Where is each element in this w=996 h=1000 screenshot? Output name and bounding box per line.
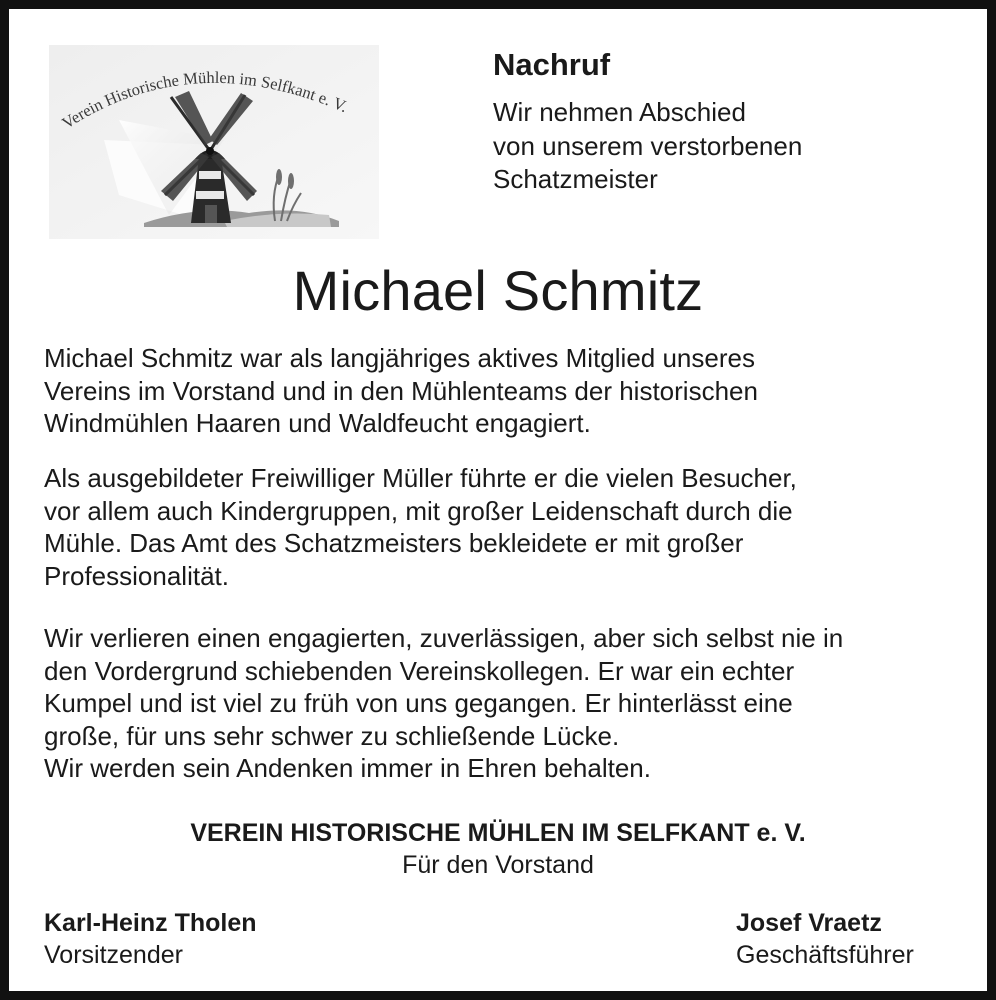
text-line: Wir verlieren einen engagierten, zuverlässigen, aber sich selbst nie in [44,623,844,653]
organization-subtitle: Für den Vorstand [402,851,594,879]
header-line: Schatzmeister [493,164,658,194]
paragraph-miller [44,462,964,592]
association-logo [49,45,379,239]
paragraph-tribute [44,622,964,785]
windmill-icon [49,45,379,239]
deceased-name: Michael Schmitz [292,259,704,322]
text-line: vor allem auch Kindergruppen, mit großer Leidenschaft durch die [44,495,793,526]
header-line: von unserem verstorbenen [493,130,803,161]
text-line: Vereins im Vorstand und in den Mühlenteams der historischen [44,375,758,406]
signatory-name: Karl-Heinz Tholen [44,909,257,937]
text-line: Mühle. Das Amt des Schatzmeisters bekleidete er mit großer [44,528,744,558]
signatory-role: Geschäftsführer [736,941,914,969]
logo-text: Verein Historische Mühlen im Selfkant e. V. [58,67,351,133]
header [493,45,953,197]
text-line: große, für uns sehr schwer zu schließende Lücke. [44,720,620,751]
text-line: Michael Schmitz war als langjähriges aktives Mitglied unseres [44,343,755,373]
organization-name: VEREIN HISTORISCHE MÜHLEN IM SELFKANT e. V. [190,819,806,847]
paragraph-membership [44,342,964,440]
text-line: Kumpel und ist viel zu früh von uns gegangen. Er hinterlässt eine [44,688,793,718]
signatory-name: Josef Vraetz [736,909,882,937]
text-line: Als ausgebildeter Freiwilliger Müller führte er die vielen Besucher, [44,463,797,493]
signatory-role: Vorsitzender [44,941,183,969]
signatory-manager [736,907,914,971]
text-line: Professionalität. [44,560,229,591]
text-line: Windmühlen Haaren und Waldfeucht engagiert. [44,408,591,438]
signatory-chair [44,907,257,971]
notice-title: Nachruf [493,47,611,82]
text-line: Wir werden sein Andenken immer in Ehren behalten. [44,753,651,783]
text-line: den Vordergrund schiebenden Vereinskollegen. Er war ein echter [44,655,795,686]
header-line: Wir nehmen Abschied [493,97,746,127]
